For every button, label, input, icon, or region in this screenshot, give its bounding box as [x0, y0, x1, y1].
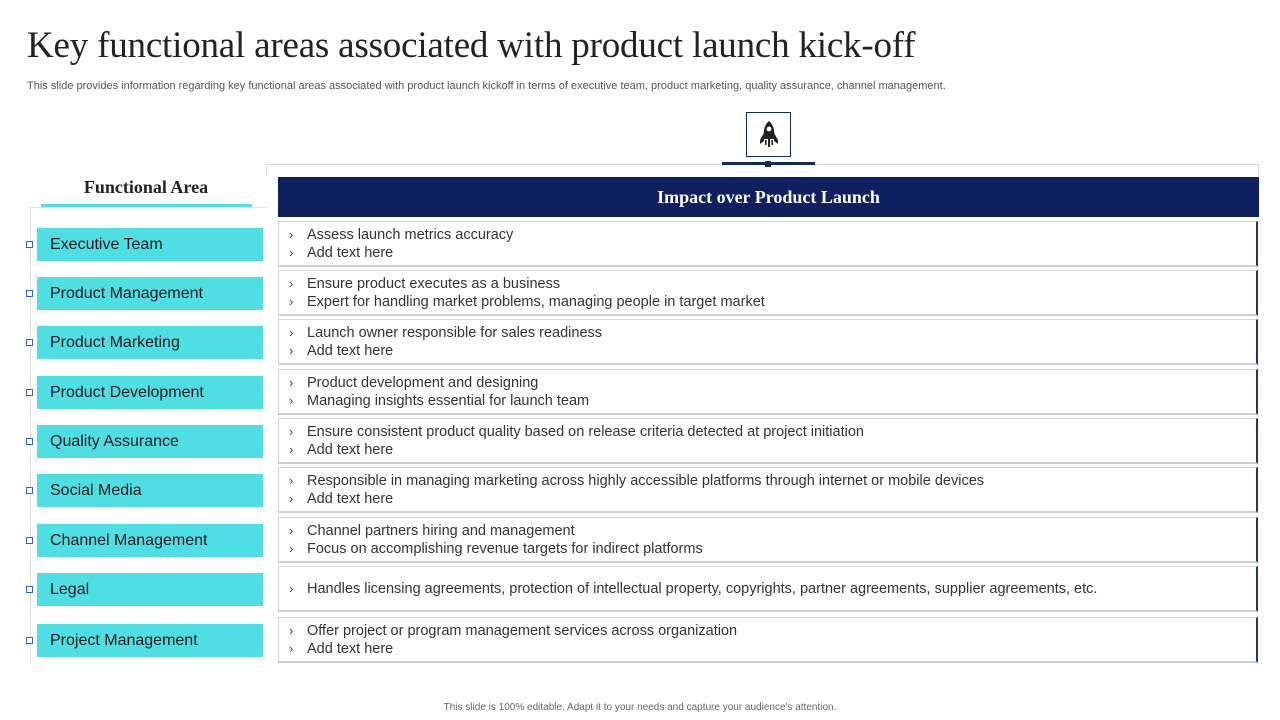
impact-box: [278, 270, 1258, 316]
impact-point: [289, 275, 1256, 293]
rocket-icon: [746, 112, 791, 157]
impact-point-text: Managing insights essential for launch team: [307, 392, 590, 409]
impact-point-text: Assess launch metrics accuracy: [307, 226, 514, 243]
impact-point: [289, 374, 1256, 392]
impact-point-text: Ensure consistent product quality based on release criteria detected at project initiation: [307, 423, 864, 440]
impact-point-text: Add text here: [307, 640, 394, 657]
footer-note: This slide is 100% editable. Adapt it to your needs and capture your audience's attention.: [443, 702, 837, 713]
bullet-marker-icon: [26, 438, 33, 445]
chevron-right-icon: ›: [289, 342, 294, 358]
chevron-right-icon: ›: [289, 423, 294, 439]
impact-point-text: Add text here: [307, 342, 394, 359]
chevron-right-icon: ›: [289, 540, 294, 556]
functional-area-item: Project Management: [37, 624, 263, 657]
chevron-right-icon: ›: [289, 392, 294, 408]
functional-area-item: Channel Management: [37, 524, 263, 557]
impact-point: [289, 342, 1256, 360]
impact-point: [289, 622, 1256, 640]
functional-area-item: Quality Assurance: [37, 425, 263, 458]
bullet-marker-icon: [26, 290, 33, 297]
impact-box: [278, 221, 1258, 267]
impact-point-text: Responsible in managing marketing across highly accessible platforms through internet or mobile devices: [307, 472, 985, 489]
chevron-right-icon: ›: [289, 275, 294, 291]
impact-point: [289, 324, 1256, 342]
functional-area-item: Social Media: [37, 474, 263, 507]
chevron-right-icon: ›: [289, 640, 294, 656]
functional-area-header: Functional Area: [83, 177, 209, 197]
chevron-right-icon: ›: [289, 226, 294, 242]
impact-point-text: Add text here: [307, 441, 394, 458]
chevron-right-icon: ›: [289, 472, 294, 488]
decorative-frame-top: [266, 164, 1259, 176]
impact-point: [289, 472, 1256, 490]
impact-point: [289, 293, 1256, 311]
bullet-marker-icon: [26, 339, 33, 346]
page-title: Key functional areas associated with product launch kick-off: [27, 25, 916, 66]
chevron-right-icon: ›: [289, 580, 294, 596]
impact-point: [289, 423, 1256, 441]
impact-point-text: Add text here: [307, 490, 394, 507]
impact-header: Impact over Product Launch: [278, 177, 1259, 217]
chevron-right-icon: ›: [289, 324, 294, 340]
impact-point: [289, 392, 1256, 410]
chevron-right-icon: ›: [289, 490, 294, 506]
impact-box: [278, 418, 1258, 464]
impact-box: [278, 517, 1258, 563]
chevron-right-icon: ›: [289, 441, 294, 457]
impact-point: [289, 580, 1256, 598]
impact-point-text: Launch owner responsible for sales readiness: [307, 324, 603, 341]
impact-point-text: Product development and designing: [307, 374, 539, 391]
bullet-marker-icon: [26, 637, 33, 644]
impact-point: [289, 441, 1256, 459]
functional-area-item: Product Development: [37, 376, 263, 409]
impact-point: [289, 226, 1256, 244]
bullet-marker-icon: [26, 586, 33, 593]
chevron-right-icon: ›: [289, 622, 294, 638]
impact-point-text: Handles licensing agreements, protection of intellectual property, copyrights, partner agreements, supplier agreements, etc.: [307, 580, 1098, 597]
impact-box: [278, 319, 1258, 365]
functional-area-item: Product Management: [37, 277, 263, 310]
bullet-marker-icon: [26, 537, 33, 544]
impact-point-text: Focus on accomplishing revenue targets for indirect platforms: [307, 540, 703, 557]
chevron-right-icon: ›: [289, 293, 294, 309]
chevron-right-icon: ›: [289, 374, 294, 390]
impact-box: [278, 467, 1258, 513]
impact-point-text: Ensure product executes as a business: [307, 275, 561, 292]
functional-area-item: Legal: [37, 573, 263, 606]
impact-point: [289, 522, 1256, 540]
bullet-marker-icon: [26, 241, 33, 248]
icon-connector-dot: [765, 161, 771, 167]
impact-point-text: Expert for handling market problems, managing people in target market: [307, 293, 765, 310]
page-subtitle: This slide provides information regarding key functional areas associated with product launch kickoff in terms of executive team, product marketing, quality assurance, channel management.: [27, 80, 946, 92]
impact-box: [278, 617, 1258, 663]
functional-area-item: Product Marketing: [37, 326, 263, 359]
bullet-marker-icon: [26, 487, 33, 494]
impact-point-text: Channel partners hiring and management: [307, 522, 575, 539]
impact-point-text: Add text here: [307, 244, 394, 261]
bullet-marker-icon: [26, 389, 33, 396]
impact-point: [289, 540, 1256, 558]
functional-area-item: Executive Team: [37, 228, 263, 261]
impact-point-text: Offer project or program management services across organization: [307, 622, 738, 639]
impact-point: [289, 640, 1256, 658]
impact-box: [278, 369, 1258, 415]
chevron-right-icon: ›: [289, 522, 294, 538]
impact-box: [278, 566, 1258, 612]
chevron-right-icon: ›: [289, 244, 294, 260]
impact-point: [289, 490, 1256, 508]
impact-point: [289, 244, 1256, 262]
